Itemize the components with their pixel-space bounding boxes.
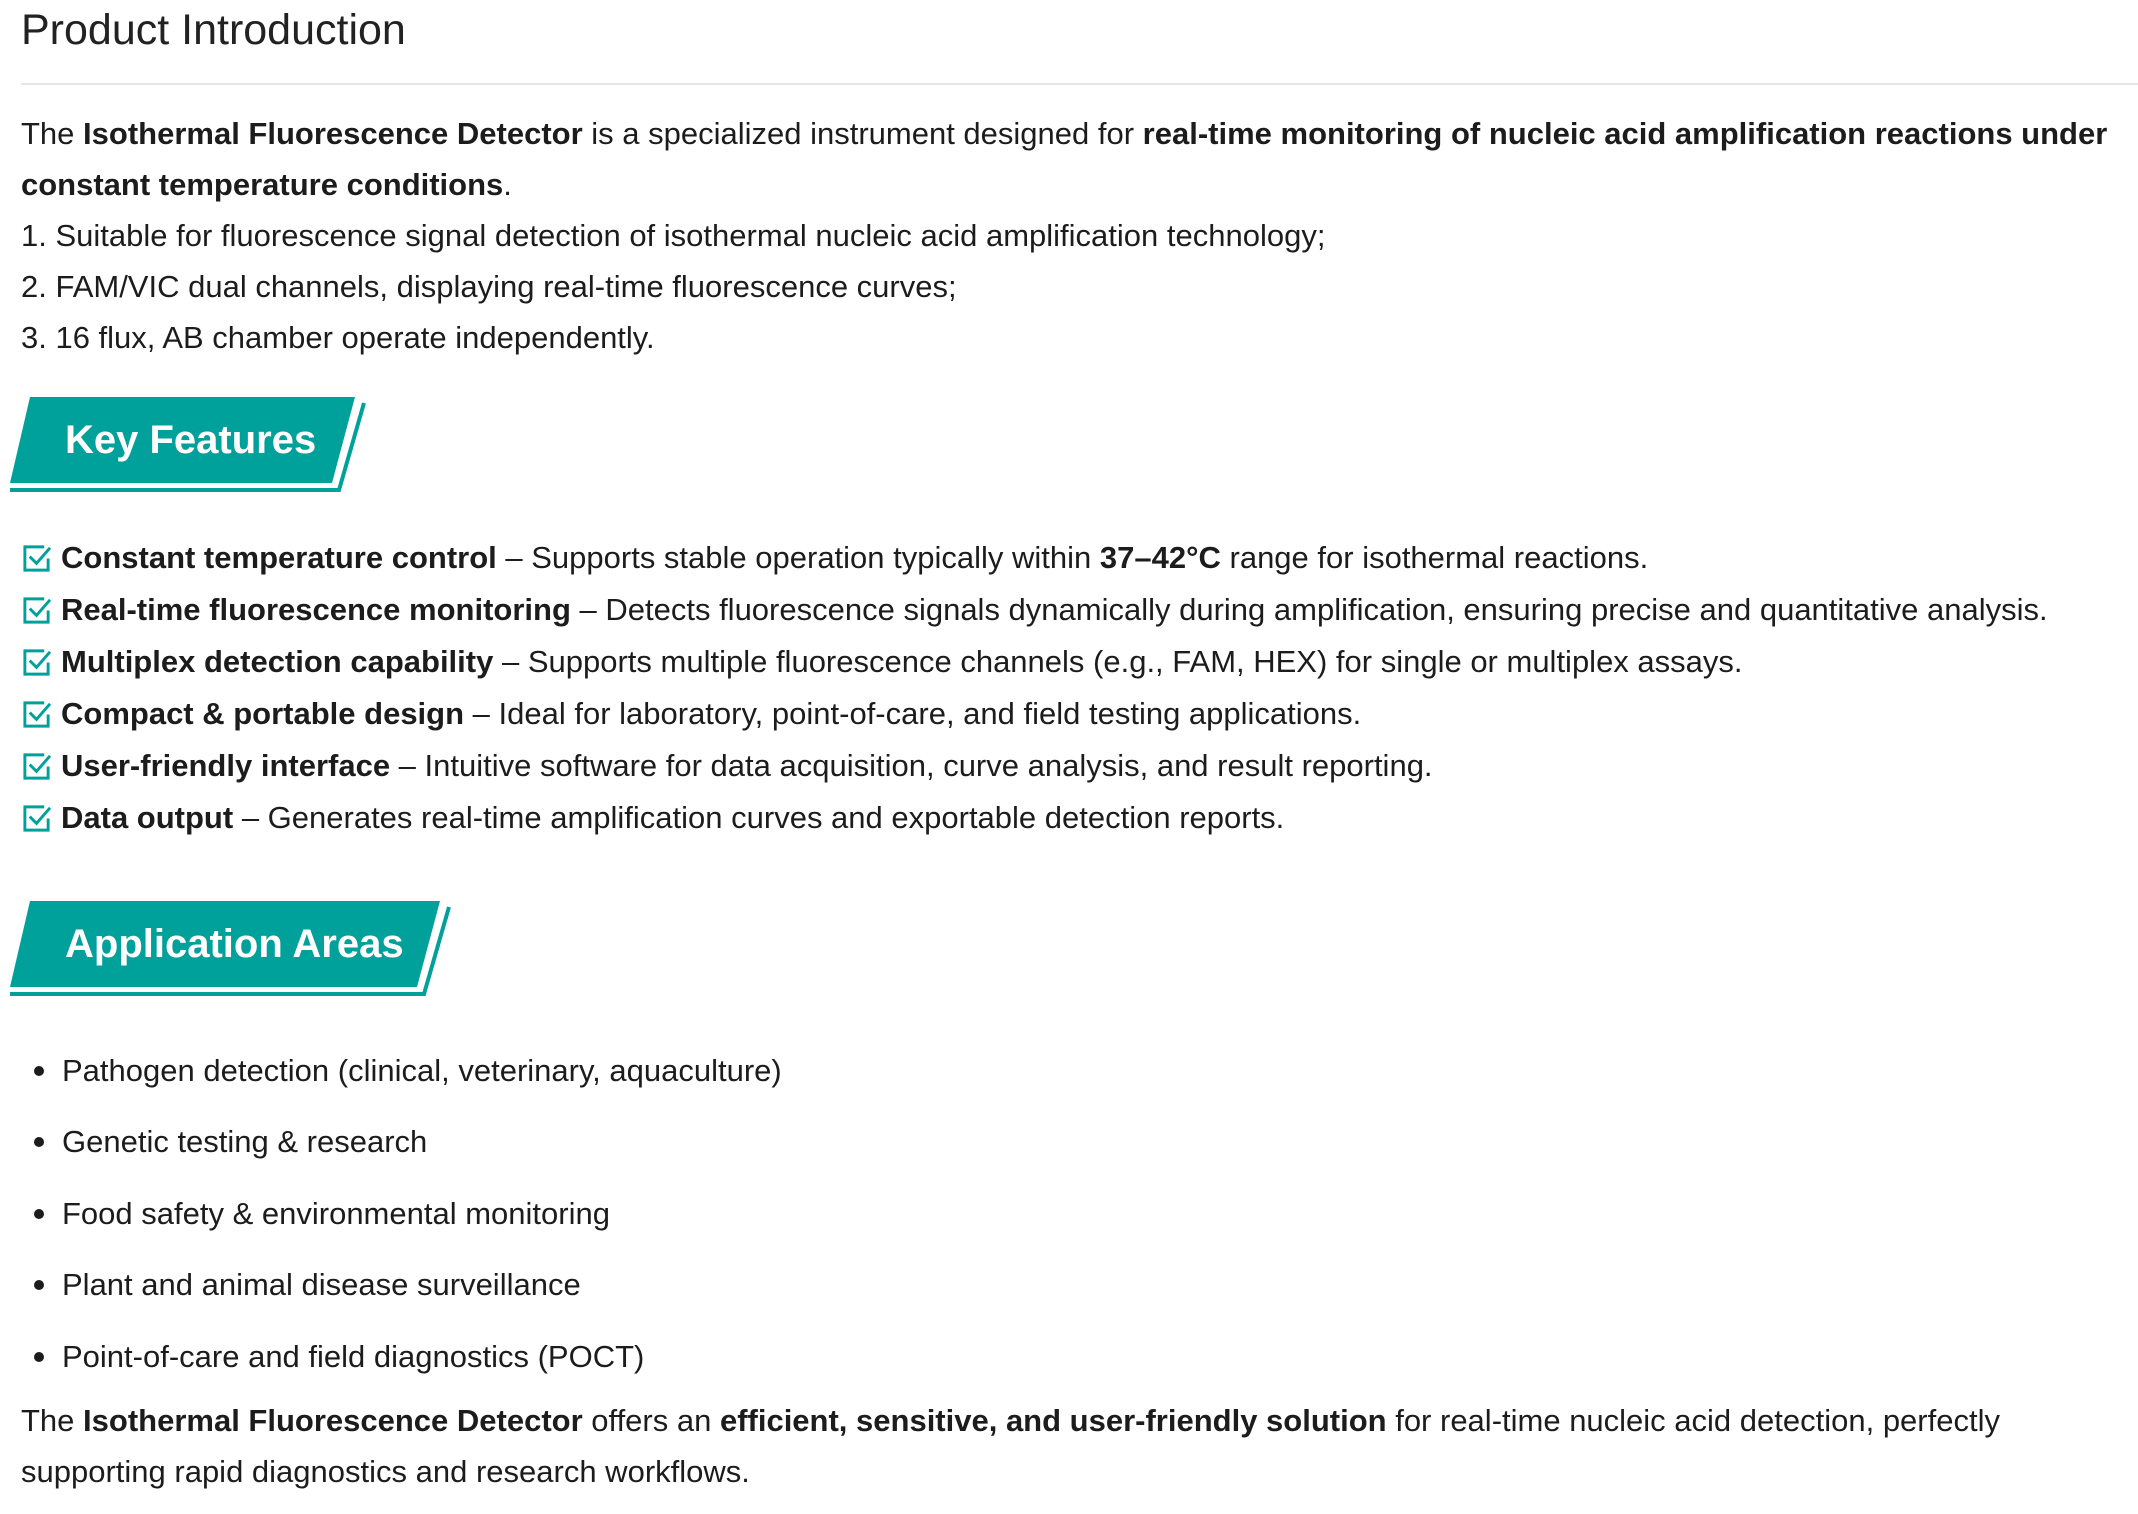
list-item (21, 1035, 2138, 1107)
feature-item (21, 740, 2138, 792)
closing-highlight: efficient, sensitive, and user-friendly solution (719, 1402, 1387, 1438)
application-areas-list (21, 1035, 2138, 1393)
key-features-banner (10, 397, 2138, 499)
feature-desc: – Supports multiple fluorescence channels (e.g., FAM, HEX) for single or multiplex assays. (493, 644, 1743, 679)
feature-title: Real-time fluorescence monitoring (61, 592, 571, 627)
closing-text: offers an (582, 1402, 720, 1438)
bullet (34, 1066, 44, 1076)
application-areas-banner (10, 901, 2138, 1003)
feature-highlight: 37–42°C (1099, 540, 1221, 575)
checkbox-check-icon (21, 699, 52, 730)
feature-item (21, 688, 2138, 740)
key-features-heading: Key Features (65, 418, 317, 462)
feature-item (21, 532, 2138, 584)
intro-text: . (503, 167, 512, 202)
feature-title: Compact & portable design (61, 696, 465, 731)
intro-paragraph (21, 108, 2111, 210)
closing-text: for real-time nucleic acid detection, perfectly supporting rapid diagnostics and research workflows. (21, 1402, 2000, 1489)
intro-section (21, 108, 2111, 363)
intro-text: is a specialized instrument designed for (582, 116, 1143, 151)
list-item-text: Point-of-care and field diagnostics (POCT) (62, 1338, 645, 1374)
intro-item-2: 2. FAM/VIC dual channels, displaying real-time fluorescence curves; (21, 269, 957, 304)
checkbox-check-icon (21, 751, 52, 782)
feature-desc: – Generates real-time amplification curves and exportable detection reports. (233, 800, 1285, 835)
checkbox-check-icon (21, 595, 52, 626)
title-divider (21, 83, 2138, 85)
feature-desc: range for isothermal reactions. (1220, 540, 1649, 575)
checkbox-check-icon (21, 543, 52, 574)
feature-item (21, 584, 2138, 636)
feature-desc: – Intuitive software for data acquisition, curve analysis, and result reporting. (390, 748, 1433, 783)
feature-desc: – Ideal for laboratory, point-of-care, and field testing applications. (464, 696, 1362, 731)
closing-paragraph (21, 1395, 2131, 1497)
feature-title: Constant temperature control (61, 540, 497, 575)
page-title: Product Introduction (21, 6, 406, 54)
product-name: Isothermal Fluorescence Detector (83, 116, 583, 151)
product-name: Isothermal Fluorescence Detector (83, 1402, 583, 1438)
bullet (34, 1137, 44, 1147)
checkbox-check-icon (21, 803, 52, 834)
checkbox-check-icon (21, 647, 52, 678)
application-areas-heading: Application Areas (65, 922, 404, 966)
list-item (21, 1107, 2138, 1179)
feature-desc: – Supports stable operation typically within (496, 540, 1100, 575)
list-item-text: Food safety & environmental monitoring (62, 1195, 610, 1231)
list-item (21, 1250, 2138, 1322)
key-features-list (21, 532, 2138, 844)
list-item-text: Plant and animal disease surveillance (62, 1267, 581, 1303)
feature-title: User-friendly interface (61, 748, 391, 783)
intro-item-1: 1. Suitable for fluorescence signal detection of isothermal nucleic acid amplification technology; (21, 218, 1326, 253)
list-item-text: Genetic testing & research (62, 1124, 428, 1160)
feature-desc: – Detects fluorescence signals dynamically during amplification, ensuring precise and quantitative analysis. (570, 592, 2048, 627)
bullet (34, 1280, 44, 1290)
intro-text: The (21, 116, 84, 151)
feature-item (21, 792, 2138, 844)
intro-item-3: 3. 16 flux, AB chamber operate independently. (21, 320, 655, 355)
list-item (21, 1321, 2138, 1393)
list-item (21, 1178, 2138, 1250)
feature-title: Data output (61, 800, 234, 835)
list-item-text: Pathogen detection (clinical, veterinary, aquaculture) (62, 1052, 782, 1088)
feature-item (21, 636, 2138, 688)
feature-title: Multiplex detection capability (61, 644, 494, 679)
bullet (34, 1352, 44, 1362)
intro-highlight: real-time monitoring of nucleic acid amplification reactions under constant temperature conditions (21, 116, 2108, 202)
closing-text: The (21, 1402, 84, 1438)
bullet (34, 1209, 44, 1219)
